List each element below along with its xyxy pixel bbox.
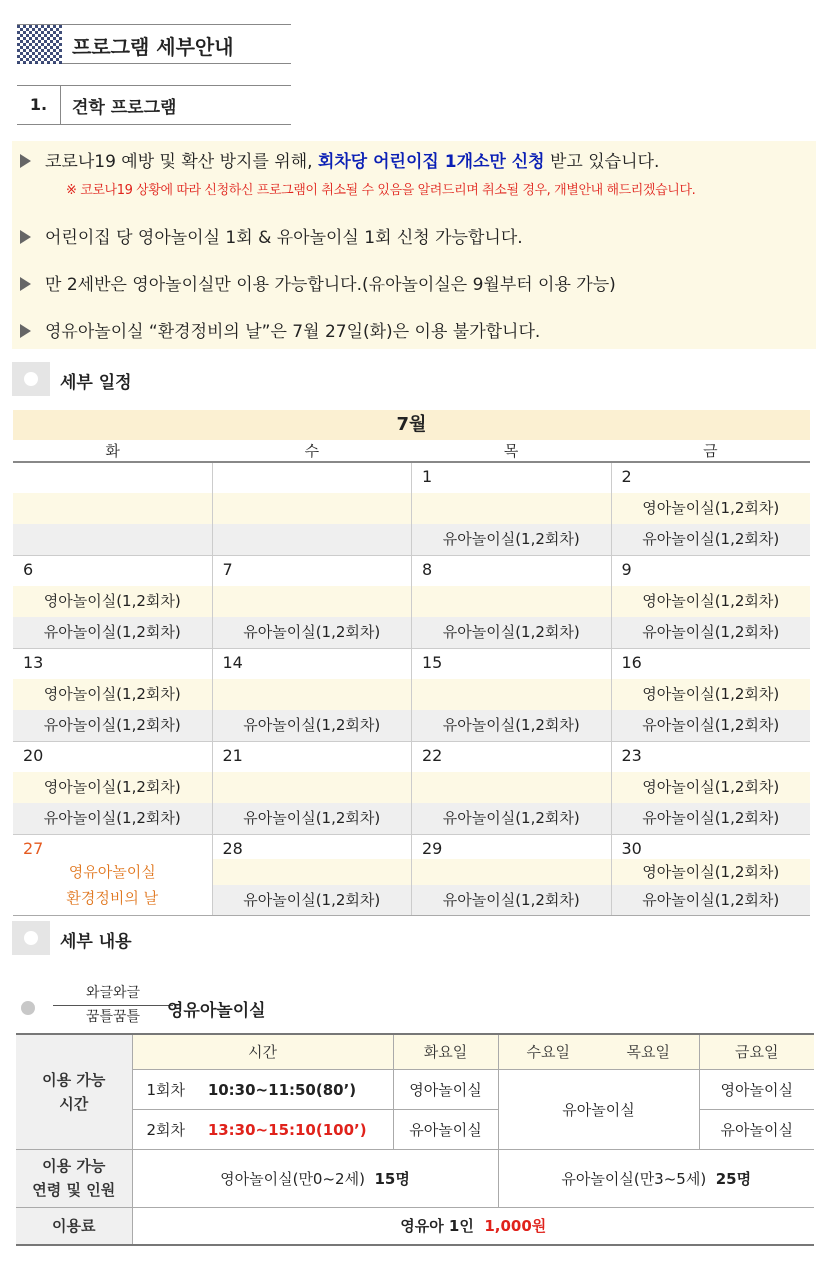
tue-session-2: 유아놀이실 — [393, 1109, 498, 1149]
section-subheader — [17, 85, 291, 125]
infant-slot — [213, 679, 412, 710]
col-header-thu: 목요일 — [598, 1034, 699, 1069]
child-slot: 유아놀이실(1,2회차) — [13, 803, 212, 834]
notice-box — [12, 141, 816, 349]
calendar-day — [13, 649, 213, 741]
child-slot: 유아놀이실(1,2회차) — [213, 803, 412, 834]
infant-slot — [412, 493, 611, 524]
infant-slot: 영아놀이실(1,2회차) — [13, 772, 212, 803]
tue-session-1: 영아놀이실 — [393, 1069, 498, 1109]
program-table — [16, 1033, 814, 1246]
notice-highlight: 회차당 어린이집 1개소만 신청 — [317, 152, 545, 172]
child-slot: 유아놀이실(1,2회차) — [13, 710, 212, 741]
time-label: 이용 가능 시간 — [16, 1034, 132, 1149]
child-slot: 유아놀이실(1,2회차) — [213, 885, 412, 915]
session-time-1: 10:30~11:50(80’) — [207, 1080, 357, 1099]
calendar-day — [412, 649, 612, 741]
child-slot: 유아놀이실(1,2회차) — [612, 885, 811, 915]
section-title: 견학 프로그램 — [72, 98, 177, 118]
day-number: 28 — [222, 839, 243, 858]
notice-line-3: 만 2세반은 영아놀이실만 이용 가능합니다.(유아놀이실은 9월부터 이용 가능) — [20, 270, 616, 295]
fee-value: 영유아 1인 1,000원 — [132, 1207, 814, 1245]
triangle-bullet-icon — [20, 230, 31, 244]
calendar-week — [13, 463, 810, 556]
page-header — [17, 24, 291, 64]
circle-bullet-icon — [12, 362, 50, 396]
program-tag: 와글와글 꿈틀꿈틀 — [53, 983, 173, 1028]
session-row-1: 1회차 10:30~11:50(80’) — [132, 1069, 393, 1109]
infant-slot — [412, 859, 611, 885]
calendar-day — [412, 835, 612, 915]
fri-session-2: 유아놀이실 — [699, 1109, 814, 1149]
child-slot — [13, 524, 212, 555]
day-number: 13 — [23, 653, 44, 672]
day-number: 1 — [422, 467, 433, 486]
wed-thu-sessions: 유아놀이실 — [498, 1069, 699, 1149]
holiday-label: 영유아놀이실 — [68, 863, 156, 881]
day-number: 7 — [222, 560, 233, 579]
triangle-bullet-icon — [20, 324, 31, 338]
circle-bullet-icon — [21, 1001, 35, 1015]
calendar-week — [13, 556, 810, 649]
calendar-day — [412, 556, 612, 648]
child-slot: 유아놀이실(1,2회차) — [612, 710, 811, 741]
session-row-2: 2회차 13:30~15:10(100’) — [132, 1109, 393, 1149]
day-number: 2 — [621, 467, 632, 486]
calendar-day — [612, 463, 811, 555]
section-number: 1. — [17, 86, 61, 124]
day-number: 9 — [621, 560, 632, 579]
infant-slot: 영아놀이실(1,2회차) — [612, 772, 811, 803]
col-header-wed: 수요일 — [498, 1034, 598, 1069]
child-slot: 유아놀이실(1,2회차) — [412, 885, 611, 915]
infant-slot — [213, 772, 412, 803]
child-slot: 유아놀이실(1,2회차) — [412, 803, 611, 834]
calendar-day — [612, 742, 811, 834]
infant-slot: 영아놀이실(1,2회차) — [612, 586, 811, 617]
triangle-bullet-icon — [20, 277, 31, 291]
child-slot: 유아놀이실(1,2회차) — [13, 617, 212, 648]
notice-line-2: 어린이집 당 영아놀이실 1회 & 유아놀이실 1회 신청 가능합니다. — [20, 223, 523, 248]
calendar-day — [213, 649, 413, 741]
day-number: 22 — [422, 746, 443, 765]
calendar-day — [213, 835, 413, 915]
infant-capacity: 영아놀이실(만0~2세) 15명 — [132, 1149, 498, 1207]
calendar-day — [213, 742, 413, 834]
col-header-time: 시간 — [132, 1034, 393, 1069]
child-slot: 유아놀이실(1,2회차) — [412, 524, 611, 555]
circle-bullet-icon — [12, 921, 50, 955]
calendar-day — [213, 556, 413, 648]
day-number — [13, 463, 212, 493]
child-capacity: 유아놀이실(만3~5세) 25명 — [498, 1149, 814, 1207]
age-label: 이용 가능 연령 및 인원 — [16, 1149, 132, 1207]
day-number: 14 — [222, 653, 243, 672]
header-pattern-icon — [17, 25, 62, 64]
fee-label: 이용료 — [16, 1207, 132, 1245]
calendar-day — [612, 556, 811, 648]
child-slot: 유아놀이실(1,2회차) — [612, 524, 811, 555]
infant-slot — [13, 493, 212, 524]
triangle-bullet-icon — [20, 154, 31, 168]
child-slot: 유아놀이실(1,2회차) — [213, 617, 412, 648]
infant-slot — [412, 679, 611, 710]
calendar-day — [612, 835, 811, 915]
infant-slot — [412, 586, 611, 617]
day-number: 21 — [222, 746, 243, 765]
col-header-tue: 화요일 — [393, 1034, 498, 1069]
calendar-day — [13, 556, 213, 648]
weekday-label: 화 — [105, 442, 120, 460]
weekday-label: 금 — [703, 442, 718, 460]
weekday-label: 목 — [503, 442, 519, 460]
child-slot: 유아놀이실(1,2회차) — [612, 803, 811, 834]
day-number: 30 — [621, 839, 642, 858]
page-title: 프로그램 세부안내 — [72, 35, 234, 59]
day-number: 16 — [621, 653, 642, 672]
day-number: 8 — [422, 560, 433, 579]
notice-line-4: 영유아놀이실 “환경정비의 날”은 7월 27일(화)은 이용 불가합니다. — [20, 317, 540, 342]
program-name: 영유아놀이실 — [167, 1001, 266, 1021]
infant-slot — [213, 859, 412, 885]
calendar-weekdays — [13, 440, 810, 463]
calendar-week — [13, 742, 810, 835]
notice-warning: ※ 코로나19 상황에 따라 신청하신 프로그램이 취소될 수 있음을 알려드리며 취소될 경우, 개별안내 해드리겠습니다. — [66, 183, 696, 198]
weekday-label: 수 — [304, 442, 320, 460]
calendar-month: 7월 — [13, 410, 810, 440]
day-number — [213, 463, 412, 493]
child-slot: 유아놀이실(1,2회차) — [612, 617, 811, 648]
infant-slot: 영아놀이실(1,2회차) — [612, 493, 811, 524]
notice-line-1: 코로나19 예방 및 확산 방지를 위해, 회차당 어린이집 1개소만 신청 받고 있습니다. — [20, 147, 659, 172]
col-header-fri: 금요일 — [699, 1034, 814, 1069]
calendar-day-holiday — [13, 835, 213, 915]
calendar-day — [13, 742, 213, 834]
infant-slot — [213, 493, 412, 524]
fri-session-1: 영아놀이실 — [699, 1069, 814, 1109]
infant-slot: 영아놀이실(1,2회차) — [13, 679, 212, 710]
infant-slot: 영아놀이실(1,2회차) — [612, 859, 811, 885]
child-slot: 유아놀이실(1,2회차) — [412, 617, 611, 648]
holiday-label: 환경정비의 날 — [66, 889, 159, 907]
day-number: 15 — [422, 653, 443, 672]
infant-slot: 영아놀이실(1,2회차) — [612, 679, 811, 710]
program-name-row — [21, 983, 321, 1029]
calendar-day — [13, 463, 213, 555]
child-slot — [213, 524, 412, 555]
day-number: 23 — [621, 746, 642, 765]
child-slot: 유아놀이실(1,2회차) — [213, 710, 412, 741]
infant-slot — [412, 772, 611, 803]
calendar-day — [213, 463, 413, 555]
infant-slot — [213, 586, 412, 617]
calendar-day — [412, 463, 612, 555]
calendar-day — [612, 649, 811, 741]
calendar — [13, 410, 810, 916]
session-time-2: 13:30~15:10(100’) — [207, 1120, 367, 1139]
calendar-week — [13, 835, 810, 916]
infant-slot: 영아놀이실(1,2회차) — [13, 586, 212, 617]
day-number: 6 — [23, 560, 34, 579]
day-number: 20 — [23, 746, 44, 765]
day-number: 27 — [23, 839, 44, 858]
calendar-week — [13, 649, 810, 742]
child-slot: 유아놀이실(1,2회차) — [412, 710, 611, 741]
calendar-day — [412, 742, 612, 834]
day-number: 29 — [422, 839, 443, 858]
